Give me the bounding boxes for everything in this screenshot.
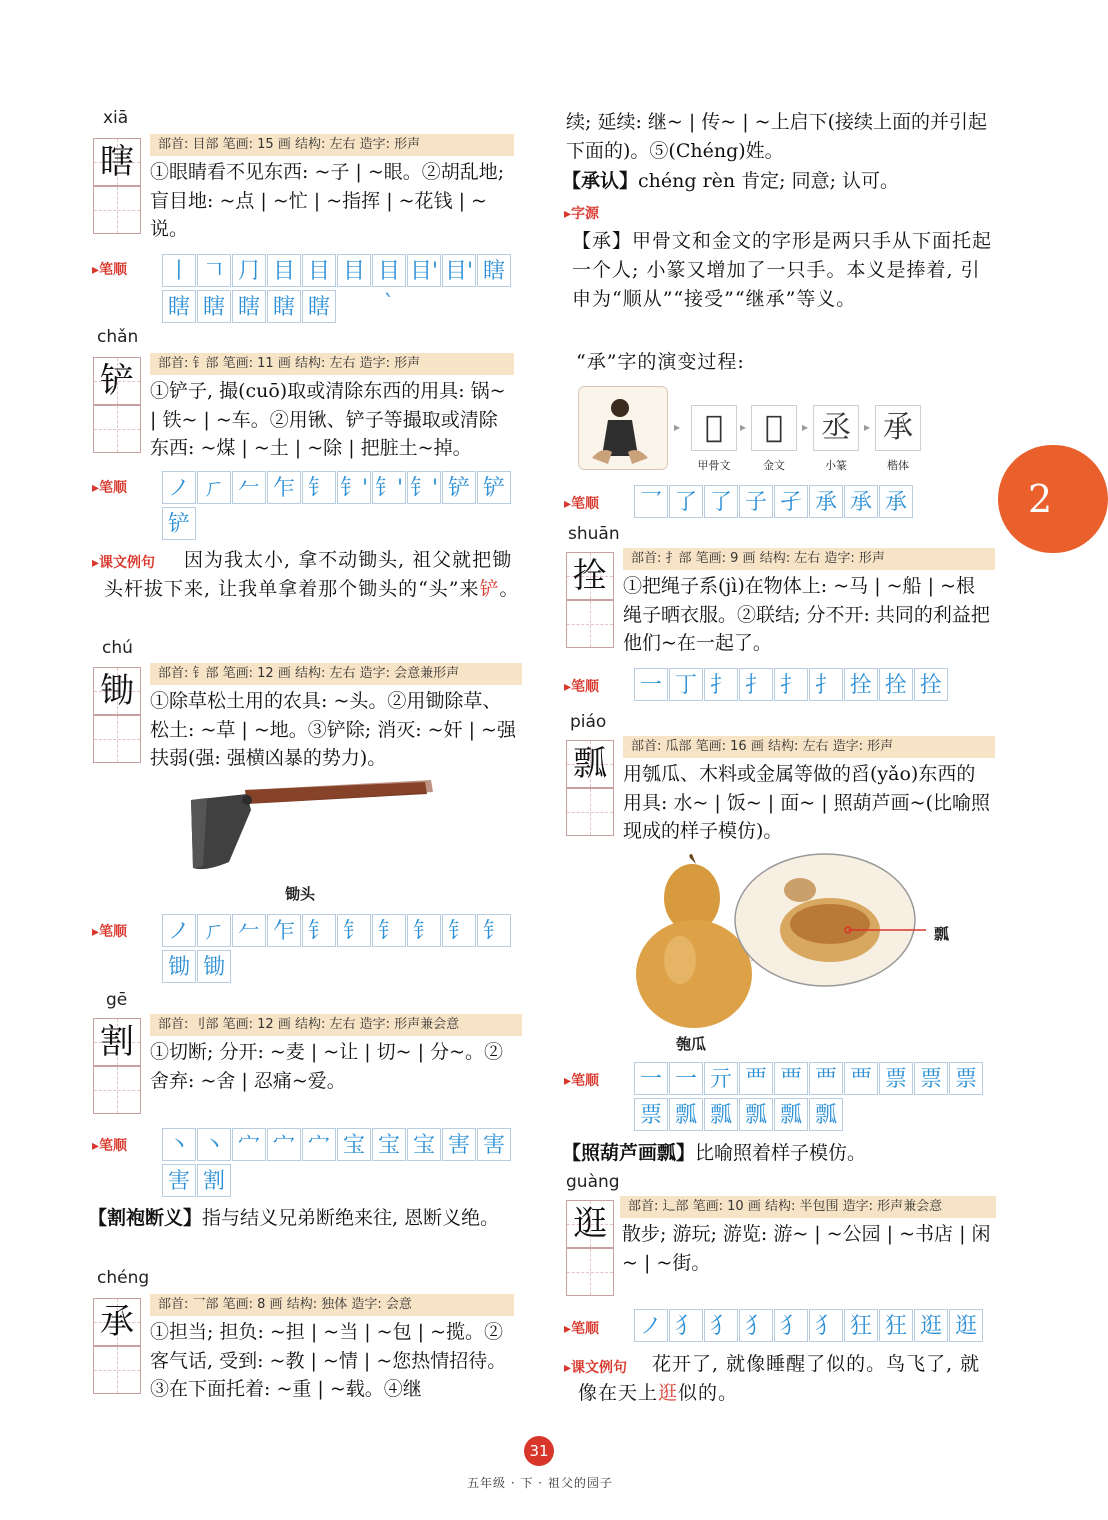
stroke-glyph: 狂 bbox=[849, 1314, 872, 1339]
practice-box-xia bbox=[93, 186, 141, 234]
stroke-step bbox=[232, 471, 266, 504]
definition-xia: ①眼睛看不见东西: ~子 | ~眼。②胡乱地; 盲目地: ~点 | ~忙 | ~指挥 | ~花钱 | ~说。 bbox=[150, 161, 505, 240]
stroke-glyph: 丨 bbox=[167, 259, 190, 284]
stroke-glyph: 钅 bbox=[307, 919, 330, 944]
stroke-glyph: 割 bbox=[202, 1169, 225, 1194]
arrow-icon: ▸ bbox=[864, 420, 871, 434]
stroke-glyph: 钅 bbox=[482, 919, 505, 944]
stroke-step bbox=[774, 668, 808, 701]
stroke-step bbox=[477, 471, 511, 504]
stroke-glyph: 覀 bbox=[849, 1067, 872, 1092]
stroke-glyph: 害 bbox=[447, 1133, 470, 1158]
stroke-glyph: 瓢 bbox=[779, 1103, 802, 1128]
char-box-piao: 瓢 bbox=[566, 740, 614, 788]
char-box-chu: 锄 bbox=[93, 667, 141, 715]
stroke-step bbox=[809, 1309, 843, 1342]
pinyin-piao: piáo bbox=[570, 712, 607, 732]
stroke-step bbox=[372, 914, 406, 947]
stroke-glyph: 𠃍 bbox=[202, 259, 225, 284]
example-label: ▸课文例句 bbox=[564, 1360, 628, 1376]
stroke-step bbox=[669, 1098, 703, 1131]
stroke-glyph: 拴 bbox=[849, 673, 872, 698]
arrow-icon: ▸ bbox=[740, 420, 747, 434]
hoe-image bbox=[185, 770, 435, 880]
stroke-glyph: 扌 bbox=[744, 673, 767, 698]
stroke-step bbox=[774, 1098, 808, 1131]
stroke-order-label: ▸笔顺 bbox=[564, 496, 600, 512]
stroke-glyph: ノ bbox=[167, 919, 190, 944]
definition-guang: 散步; 游玩; 游览: 游~ | ~公园 | ~书店 | 闲~ | ~街。 bbox=[622, 1223, 991, 1274]
idiom-zhaohulu: 【照葫芦画瓢】比喻照着样子模仿。 bbox=[562, 1142, 867, 1164]
stroke-glyph: ⺆ bbox=[237, 259, 260, 284]
stroke-step bbox=[267, 471, 301, 504]
stroke-glyph: 目' bbox=[409, 259, 439, 284]
stroke-step bbox=[442, 914, 476, 947]
stroke-step bbox=[302, 254, 336, 287]
stroke-glyph: 铲 bbox=[447, 476, 470, 501]
origin-label: ▸字源 bbox=[564, 206, 600, 222]
stroke-step bbox=[337, 254, 371, 287]
example-label: ▸课文例句 bbox=[92, 555, 156, 571]
info-bar-cheng: 部首: 乛部 笔画: 8 画 结构: 独体 造字: 会意 bbox=[150, 1294, 514, 1316]
stroke-order-chan bbox=[162, 471, 522, 543]
stroke-order-xia bbox=[162, 254, 522, 326]
stroke-glyph: 目 bbox=[307, 259, 330, 284]
stroke-step bbox=[844, 1062, 878, 1095]
stroke-step bbox=[949, 1309, 983, 1342]
stroke-step bbox=[162, 950, 196, 983]
stroke-order-chu bbox=[162, 914, 522, 986]
arrow-icon: ▸ bbox=[802, 420, 809, 434]
stroke-step bbox=[162, 914, 196, 947]
stroke-step bbox=[372, 1128, 406, 1161]
stroke-glyph: 害 bbox=[167, 1169, 190, 1194]
stroke-step bbox=[232, 1128, 266, 1161]
stroke-glyph: 一 bbox=[674, 1067, 697, 1092]
stroke-glyph: 钅 bbox=[412, 919, 435, 944]
stroke-step bbox=[879, 485, 913, 518]
info-bar-guang: 部首: 辶部 笔画: 10 画 结构: 半包围 造字: 形声兼会意 bbox=[620, 1196, 996, 1218]
example-sentence-guang: 花开了, 就像睡醒了似的。鸟飞了, 就像在天上逛似的。 bbox=[578, 1353, 981, 1404]
stroke-step bbox=[704, 668, 738, 701]
stroke-glyph: 钅 bbox=[447, 919, 470, 944]
char-box-shuan: 拴 bbox=[566, 552, 614, 600]
gourd-caption: 匏瓜 bbox=[676, 1035, 707, 1053]
stroke-glyph: 瞎 bbox=[237, 295, 260, 320]
stroke-step bbox=[809, 668, 843, 701]
stroke-step bbox=[844, 1309, 878, 1342]
stroke-glyph: 狂 bbox=[884, 1314, 907, 1339]
stroke-glyph: 钅 bbox=[307, 476, 330, 501]
stroke-step bbox=[407, 471, 441, 504]
definition-shuan: ①把绳子系(jì)在物体上: ~马 | ~船 | ~根绳子晒衣服。②联结; 分不开: 共同的利益把他们~在一起了。 bbox=[623, 575, 990, 654]
stroke-order-cheng bbox=[634, 485, 994, 521]
stroke-glyph: 瓢 bbox=[709, 1103, 732, 1128]
stroke-step bbox=[914, 668, 948, 701]
stroke-step bbox=[232, 290, 266, 323]
stroke-step bbox=[477, 254, 511, 287]
stroke-step bbox=[372, 471, 406, 504]
stroke-step bbox=[407, 254, 441, 287]
stroke-step bbox=[477, 914, 511, 947]
stroke-step bbox=[739, 668, 773, 701]
stroke-glyph: 目 bbox=[272, 259, 295, 284]
practice-box-shuan bbox=[566, 600, 614, 648]
evolution-stage-bronze: 𡦦 金文 bbox=[748, 405, 800, 473]
stroke-step bbox=[809, 485, 843, 518]
stroke-glyph: 覀 bbox=[744, 1067, 767, 1092]
stroke-order-label: ▸笔顺 bbox=[564, 1321, 600, 1337]
stroke-glyph: 铲 bbox=[167, 512, 190, 537]
stroke-step bbox=[704, 1098, 738, 1131]
stroke-step bbox=[337, 914, 371, 947]
stroke-glyph: 逛 bbox=[954, 1314, 977, 1339]
stroke-glyph: 承 bbox=[814, 490, 837, 515]
practice-box-chu bbox=[93, 715, 141, 763]
stroke-glyph: 目 bbox=[342, 259, 365, 284]
evolution-stage-seal: 丞 小篆 bbox=[810, 405, 862, 473]
stroke-step bbox=[669, 668, 703, 701]
stroke-step bbox=[669, 485, 703, 518]
stroke-step bbox=[302, 1128, 336, 1161]
char-box-chan: 铲 bbox=[93, 357, 141, 405]
practice-box-cheng bbox=[93, 1346, 141, 1394]
stroke-step bbox=[302, 290, 336, 323]
stroke-step bbox=[844, 668, 878, 701]
stroke-glyph: 了 bbox=[709, 490, 732, 515]
stroke-glyph: 承 bbox=[849, 490, 872, 515]
stroke-glyph: ノ bbox=[639, 1314, 662, 1339]
char-box-xia: 瞎 bbox=[93, 138, 141, 186]
stroke-glyph: ㄏ bbox=[202, 919, 225, 944]
stroke-glyph: 扌 bbox=[779, 673, 802, 698]
stroke-glyph: 宝 bbox=[377, 1133, 400, 1158]
stroke-glyph: 铲 bbox=[482, 476, 505, 501]
stroke-glyph: 扌 bbox=[814, 673, 837, 698]
definition-piao: 用瓠瓜、木料或金属等做的舀(yǎo)东西的用具: 水~ | 饭~ | 面~ | 照葫芦画~(比喻照现成的样子模仿)。 bbox=[623, 763, 990, 842]
hoe-caption: 锄头 bbox=[285, 885, 316, 903]
stroke-step bbox=[669, 1062, 703, 1095]
definition-ge: ①切断; 分开: ~麦 | ~让 | 切~ | 分~。②舍弃: ~舍 | 忍痛~爱。 bbox=[150, 1041, 504, 1092]
stroke-glyph: 承 bbox=[884, 490, 907, 515]
stroke-glyph: 瓢 bbox=[744, 1103, 767, 1128]
stroke-glyph: 瞎 bbox=[482, 259, 505, 284]
stroke-step bbox=[407, 914, 441, 947]
stroke-step bbox=[267, 914, 301, 947]
stroke-step bbox=[739, 1062, 773, 1095]
evolution-stage-regular: 承 楷体 bbox=[872, 405, 924, 473]
stroke-glyph: 宝 bbox=[342, 1133, 365, 1158]
stroke-glyph: 孑 bbox=[779, 490, 802, 515]
stroke-step bbox=[302, 914, 336, 947]
stroke-order-guang bbox=[634, 1309, 994, 1345]
stroke-step bbox=[809, 1062, 843, 1095]
info-bar-piao: 部首: 瓜部 笔画: 16 画 结构: 左右 造字: 形声 bbox=[623, 736, 995, 758]
stroke-glyph: 覀 bbox=[779, 1067, 802, 1092]
stroke-step bbox=[197, 290, 231, 323]
idiom-gepao: 【割袍断义】指与结义兄弟断绝来往, 恩断义绝。 bbox=[88, 1207, 500, 1229]
stroke-glyph: 宀 bbox=[307, 1133, 330, 1158]
stroke-glyph: 票 bbox=[954, 1067, 977, 1092]
stroke-order-shuan bbox=[634, 668, 994, 704]
definition-cheng: ①担当; 担负: ~担 | ~当 | ~包 | ~揽。②客气话, 受到: ~教 | ~情 | ~您热情招待。③在下面托着: ~重 | ~载。④继 bbox=[150, 1321, 507, 1400]
stroke-step bbox=[162, 471, 196, 504]
stroke-step bbox=[739, 1098, 773, 1131]
stroke-step bbox=[774, 1309, 808, 1342]
stroke-step bbox=[267, 1128, 301, 1161]
stroke-glyph: 瞎 bbox=[307, 295, 330, 320]
stroke-glyph: 钅' bbox=[374, 476, 404, 501]
example-sentence-chan: 因为我太小, 拿不动锄头, 祖父就把锄头杆拔下来, 让我单拿着那个锄头的“头”来铲。 bbox=[104, 549, 520, 600]
stroke-glyph: 丁 bbox=[674, 673, 697, 698]
evolution-title: “承”字的演变过程: bbox=[576, 351, 745, 373]
stroke-glyph: 锄 bbox=[202, 955, 225, 980]
stroke-step bbox=[197, 1128, 231, 1161]
stroke-order-label: ▸笔顺 bbox=[564, 1073, 600, 1089]
stroke-glyph: 乛 bbox=[639, 490, 662, 515]
stroke-glyph: 了 bbox=[674, 490, 697, 515]
stroke-step bbox=[809, 1098, 843, 1131]
stroke-step bbox=[739, 485, 773, 518]
info-bar-chu: 部首: 钅部 笔画: 12 画 结构: 左右 造字: 会意兼形声 bbox=[150, 663, 522, 685]
stroke-glyph: 锄 bbox=[167, 955, 190, 980]
stroke-glyph: ㄏ bbox=[202, 476, 225, 501]
stroke-order-ge bbox=[162, 1128, 522, 1200]
stroke-step bbox=[337, 471, 371, 504]
info-bar-ge: 部首: 刂部 笔画: 12 画 结构: 左右 造字: 形声兼会意 bbox=[150, 1014, 522, 1036]
stroke-glyph: ノ bbox=[167, 476, 190, 501]
stroke-step bbox=[949, 1062, 983, 1095]
stroke-step bbox=[914, 1309, 948, 1342]
stroke-step bbox=[267, 290, 301, 323]
practice-box-ge bbox=[93, 1066, 141, 1114]
stroke-step bbox=[197, 254, 231, 287]
pinyin-cheng: chéng bbox=[97, 1268, 150, 1288]
stroke-step bbox=[634, 1098, 668, 1131]
stroke-glyph: 钅 bbox=[342, 919, 365, 944]
practice-box-piao bbox=[566, 788, 614, 836]
stroke-glyph: 票 bbox=[884, 1067, 907, 1092]
stroke-step bbox=[407, 1128, 441, 1161]
info-bar-chan: 部首: 钅部 笔画: 11 画 结构: 左右 造字: 形声 bbox=[150, 353, 514, 375]
pinyin-guang: guàng bbox=[566, 1172, 620, 1192]
stroke-step bbox=[372, 254, 406, 317]
stroke-step bbox=[634, 668, 668, 701]
stroke-step bbox=[477, 1128, 511, 1161]
stroke-step bbox=[739, 1309, 773, 1342]
stroke-step bbox=[162, 507, 196, 540]
stroke-glyph: 瓢 bbox=[674, 1103, 697, 1128]
stroke-step bbox=[197, 471, 231, 504]
stroke-glyph: 乍 bbox=[272, 919, 295, 944]
stroke-step bbox=[442, 1128, 476, 1161]
stroke-order-label: ▸笔顺 bbox=[92, 1138, 128, 1154]
chapter-tab[interactable]: 2 bbox=[998, 445, 1108, 553]
stroke-glyph: 犭 bbox=[744, 1314, 767, 1339]
pinyin-shuan: shuān bbox=[568, 524, 620, 544]
stroke-step bbox=[879, 1309, 913, 1342]
stroke-step bbox=[634, 1062, 668, 1095]
ladle-caption: 瓢 bbox=[934, 925, 950, 943]
stroke-step bbox=[634, 1309, 668, 1342]
stroke-glyph: 票 bbox=[919, 1067, 942, 1092]
stroke-step bbox=[669, 1309, 703, 1342]
stroke-step bbox=[162, 1128, 196, 1161]
idiom-chengren: 【承认】chéng rèn 肯定; 同意; 认可。 bbox=[562, 170, 900, 192]
stroke-glyph: 一 bbox=[639, 1067, 662, 1092]
info-bar-xia: 部首: 目部 笔画: 15 画 结构: 左右 造字: 形声 bbox=[150, 134, 514, 156]
stroke-glyph: 犭 bbox=[779, 1314, 802, 1339]
stroke-step bbox=[267, 254, 301, 287]
stroke-glyph: 宝 bbox=[412, 1133, 435, 1158]
stroke-glyph: 覀 bbox=[814, 1067, 837, 1092]
stroke-order-label: ▸笔顺 bbox=[92, 924, 128, 940]
info-bar-shuan: 部首: 扌部 笔画: 9 画 结构: 左右 造字: 形声 bbox=[623, 548, 995, 570]
stroke-order-label: ▸笔顺 bbox=[92, 480, 128, 496]
page-number: 31 bbox=[524, 1436, 554, 1466]
stroke-order-label: ▸笔顺 bbox=[564, 679, 600, 695]
stroke-glyph: 宀 bbox=[272, 1133, 295, 1158]
stroke-step bbox=[774, 485, 808, 518]
stroke-glyph: 宀 bbox=[237, 1133, 260, 1158]
stroke-step bbox=[879, 668, 913, 701]
stroke-step bbox=[232, 254, 266, 287]
stroke-step bbox=[337, 1128, 371, 1161]
definition-chan: ①铲子, 撮(cuō)取或清除东西的用具: 锅~ | 铁~ | ~车。②用锹、铲子等撮取或清除东西: ~煤 | ~土 | ~除 | 把脏土~掉。 bbox=[150, 380, 506, 459]
stroke-glyph: 拴 bbox=[884, 673, 907, 698]
stroke-step bbox=[197, 914, 231, 947]
char-box-cheng: 承 bbox=[93, 1298, 141, 1346]
stroke-step bbox=[232, 914, 266, 947]
stroke-glyph: 𠂉 bbox=[237, 919, 260, 944]
stroke-glyph: 丶 bbox=[202, 1133, 225, 1158]
practice-box-guang bbox=[566, 1248, 614, 1296]
stroke-step bbox=[442, 471, 476, 504]
stroke-glyph: 目` bbox=[377, 259, 400, 317]
stroke-glyph: 钅' bbox=[339, 476, 369, 501]
stroke-step bbox=[162, 290, 196, 323]
stroke-glyph: 害 bbox=[482, 1133, 505, 1158]
stroke-step bbox=[442, 254, 476, 287]
gourd-image bbox=[630, 850, 930, 1030]
pinyin-xia: xiā bbox=[103, 108, 129, 128]
stroke-glyph: 瞎 bbox=[167, 295, 190, 320]
stroke-step bbox=[914, 1062, 948, 1095]
stroke-step bbox=[704, 485, 738, 518]
practice-box-chan bbox=[93, 405, 141, 453]
stroke-glyph: 逛 bbox=[919, 1314, 942, 1339]
page-footer: 五年级 · 下 · 祖父的园子 bbox=[467, 1476, 613, 1490]
stroke-glyph: 犭 bbox=[814, 1314, 837, 1339]
origin-illustration bbox=[578, 386, 668, 470]
pinyin-chu: chú bbox=[102, 638, 133, 658]
stroke-step bbox=[844, 485, 878, 518]
stroke-glyph: 一 bbox=[639, 673, 662, 698]
stroke-glyph: 子 bbox=[744, 490, 767, 515]
pinyin-ge: gē bbox=[106, 990, 128, 1010]
stroke-glyph: 乍 bbox=[272, 476, 295, 501]
definition-cheng-continued: 续; 延续: 继~ | 传~ | ~上启下(接续上面的并引起下面的)。⑤(Chéng)姓。 bbox=[566, 111, 988, 162]
stroke-step bbox=[162, 1164, 196, 1197]
stroke-step bbox=[879, 1062, 913, 1095]
stroke-glyph: 亓 bbox=[709, 1067, 732, 1092]
evolution-stage-oracle: 𡦦 甲骨文 bbox=[688, 405, 740, 473]
stroke-step bbox=[302, 471, 336, 504]
stroke-glyph: 𠂉 bbox=[237, 476, 260, 501]
char-box-guang: 逛 bbox=[566, 1200, 614, 1248]
stroke-glyph: 拴 bbox=[919, 673, 942, 698]
stroke-order-piao bbox=[634, 1062, 994, 1134]
stroke-step bbox=[634, 485, 668, 518]
definition-chu: ①除草松土用的农具: ~头。②用锄除草、松土: ~草 | ~地。③铲除; 消灭: ~奸 | ~强扶弱(强: 强横凶暴的势力)。 bbox=[150, 690, 516, 769]
stroke-step bbox=[197, 1164, 231, 1197]
stroke-glyph: 扌 bbox=[709, 673, 732, 698]
stroke-step bbox=[162, 254, 196, 287]
stroke-glyph: 丶 bbox=[167, 1133, 190, 1158]
stroke-order-label: ▸笔顺 bbox=[92, 262, 128, 278]
stroke-glyph: 犭 bbox=[674, 1314, 697, 1339]
stroke-glyph: 票 bbox=[639, 1103, 662, 1128]
stroke-glyph: 钅' bbox=[409, 476, 439, 501]
stroke-glyph: 目' bbox=[444, 259, 474, 284]
stroke-step bbox=[704, 1062, 738, 1095]
stroke-glyph: 钅 bbox=[377, 919, 400, 944]
stroke-step bbox=[197, 950, 231, 983]
stroke-glyph: 犭 bbox=[709, 1314, 732, 1339]
origin-text: 【承】甲骨文和金文的字形是两只手从下面托起一个人; 小篆又增加了一只手。本义是捧着, 引申为“顺从”“接受”“继承”等义。 bbox=[572, 230, 993, 310]
pinyin-chan: chǎn bbox=[97, 327, 139, 347]
arrow-icon: ▸ bbox=[674, 420, 681, 434]
stroke-step bbox=[774, 1062, 808, 1095]
stroke-step bbox=[704, 1309, 738, 1342]
stroke-glyph: 瓢 bbox=[814, 1103, 837, 1128]
char-box-ge: 割 bbox=[93, 1018, 141, 1066]
stroke-glyph: 瞎 bbox=[272, 295, 295, 320]
stroke-glyph: 瞎 bbox=[202, 295, 225, 320]
